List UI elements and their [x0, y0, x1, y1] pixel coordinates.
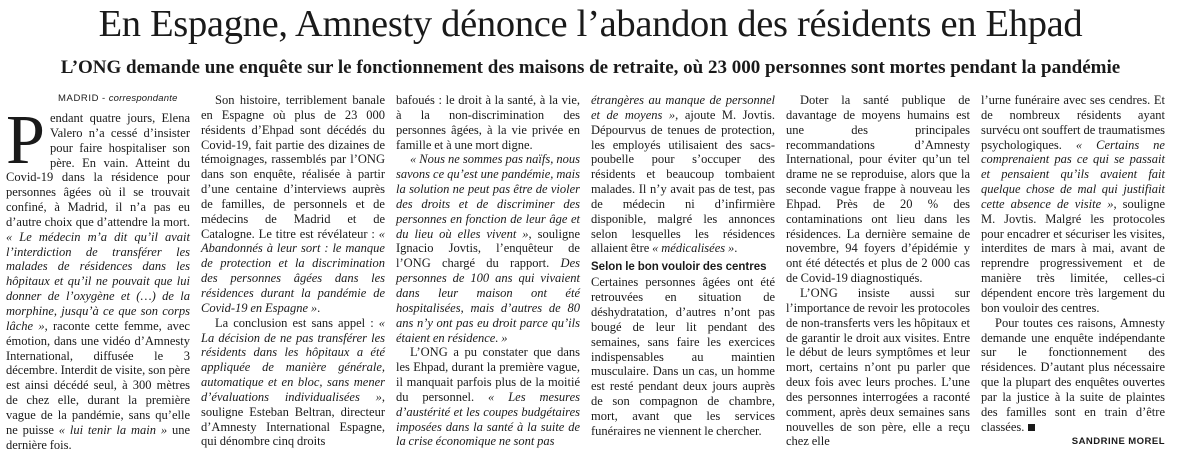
quote: « lui tenir la main »: [58, 422, 168, 437]
paragraph: [786, 286, 970, 449]
text: , ajoute M. Jovtis. Dépourvus de tenues de protection, les employés utilisaient des sacs-poubelle pour s’occuper des résidents et beaucoup tombaient malades. Il n’y avait pas de test, pas de médecin ni d’infirmière disponible, malgré les annonces selon lesquelles les résidences allaient être: [591, 107, 775, 256]
article-body: [6, 93, 1165, 452]
text: Certaines personnes âgées ont été retrouvées en situation de déshydratation, d’autres n’ont pas bougé de leur lit pendant des semaines, sans faire les exercices indispensables au maintien musculaire. Dans un cas, un homme est resté pendant deux jours auprès de son compagnon de chambre, mort, avant que les services funéraires ne viennent le chercher.: [591, 275, 775, 438]
paragraph: [591, 93, 775, 256]
text: , souligne Esteban Beltran, directeur d’Amnesty International Espagne, qui dénombre cinq droits: [201, 389, 385, 449]
text: L’ONG a pu constater que dans les Ehpad, durant la première vague, il manquait parfois plus de la moitié du personnel.: [396, 345, 580, 404]
paragraph: [6, 102, 191, 452]
dateline: [58, 93, 190, 105]
quote: « médicalisées »: [652, 241, 735, 256]
column-4: [591, 93, 775, 452]
quote: « Le médecin m’a dit qu’il avait l’interdiction de transférer les malades de résidences dans les hôpitaux et qu’il ne pouvait que lui donner de l’oxygène et (…) de la morphine, jusqu’à ce que son corps lâche »: [6, 229, 190, 333]
column-3: [396, 93, 580, 452]
text: .: [317, 300, 321, 315]
paragraph: [396, 345, 580, 449]
quote: « La décision de ne pas transférer les résidents dans les hôpitaux a été appliquée de manière générale, automatique et en bloc, sans mener d’évaluations individualisées »: [201, 315, 385, 404]
column-6: [981, 93, 1165, 452]
column-2: [201, 93, 385, 452]
dateline-separator: -: [99, 93, 109, 104]
dateline-role: correspondante: [108, 93, 178, 104]
quote: « Abandonnés à leur sort : le manque de protection et la discrimination des personnes âgées dans les résidences durant la pandémie de Covid-19 en Espagne »: [201, 226, 385, 315]
author-signature: SANDRINE MOREL: [1071, 436, 1165, 448]
quote: « Certains ne comprenaient pas ce qui se passait et pensaient qu’ils avaient fait quelque chose de mal qui justifiait cette absence de visite »: [981, 137, 1165, 211]
text: , souligne Ignacio Jovtis, l’enquêteur de l’ONG chargé du rapport.: [396, 226, 580, 271]
quote: étrangères au manque de personnel et de moyens »: [591, 93, 775, 122]
text: La conclusion est sans appel :: [215, 315, 379, 330]
column-1: [6, 93, 190, 452]
text: Son histoire, terriblement banale en Espagne où plus de 23 000 résidents d’Ehpad sont décédés du Covid-19, fait partie des dizaines de témoignages, rassemblés par l’ONG dans son enquête, réalisée à partir d’une centaine d’interviews auprès de familles, de personnels et de médecins de Madrid et de Catalogne. Le titre est révélateur :: [201, 93, 385, 241]
headline: En Espagne, Amnesty dénonce l’abandon des résidents en Ehpad: [98, 3, 1083, 45]
paragraph: [396, 93, 580, 152]
text: Pour toutes ces raisons, Amnesty demande une enquête indépendante sur le fonctionnement des résidences. D’autant plus nécessaire que la plupart des enquêtes ouvertes par la justice à la suite de plaintes des familles sont en train d’être classées.: [981, 315, 1165, 434]
subheadline: L’ONG demande une enquête sur le fonctionnement des maisons de retraite, où 23 000 personnes sont mortes pendant la pandémie: [60, 57, 1121, 78]
paragraph: [981, 316, 1165, 435]
text: une dernière fois.: [6, 422, 191, 452]
end-mark-icon: [1028, 424, 1035, 431]
section-heading: Selon le bon vouloir des centres: [591, 261, 767, 274]
text: bafoués : le droit à la santé, à la vie, à la non-discrimination des personnes âgées, à la vie privée en famille et à une mort digne.: [396, 93, 580, 152]
paragraph: [981, 93, 1165, 316]
quote: Des personnes de 100 ans qui vivaient dans leur maison ont été hospitalisées, mais d’autres de 80 ans n’y ont pas eu droit parce qu’ils étaient en résidence. »: [396, 256, 580, 345]
text: , souligne M. Jovtis. Malgré les protocoles pour encadrer et sécuriser les visites, interdites de mars à mai, avant de reprendre progressivement et de manière très limitée, celles-ci dépendent encore très largement du bon vouloir des centres.: [981, 196, 1165, 315]
paragraph: [396, 152, 580, 345]
text: .: [734, 241, 738, 256]
paragraph: [201, 93, 385, 316]
drop-cap: P: [6, 102, 45, 179]
text: Doter la santé publique de davantage de moyens humains est une des principales recommandations d’Amnesty International, pour éviter qu’un tel drame ne se reproduise, alors que la seconde vague frappe à nouveau les Ehpad. Près de 20 % des contaminations ont lieu dans les résidences. La dernière semaine de novembre, 94 foyers d’épidémie y ont été détectés et plus de 2 000 cas de Covid-19 diagnostiqués.: [786, 93, 970, 286]
paragraph: [591, 275, 775, 438]
text: l’urne funéraire avec ses cendres. Et de nombreux résidents ayant survécu ont souffert de traumatismes psychologiques.: [981, 93, 1165, 152]
quote: « Les mesures d’austérité et les coupes budgétaires imposées dans la santé à la suite de la crise économique ne sont pas: [396, 389, 580, 449]
column-5: [786, 93, 970, 452]
dateline-place: MADRID: [58, 93, 100, 104]
paragraph: [201, 316, 385, 450]
text: L’ONG insiste aussi sur l’importance de revoir les protocoles de non-transferts vers les hôpitaux et de garantir le droit aux visites. Entre le début de leurs symptômes et leur mort, certains n’ont pu parler que deux fois avec leurs proches. L’une des personnes interrogées a raconté comment, après deux semaines sans nouvelles de son père, elle a reçu chez elle: [786, 285, 970, 449]
text: , raconte cette femme, avec émotion, dans une vidéo d’Amnesty International, diffusée le 3 décembre. Interdit de visite, son père est ainsi décédé seul, à 300 mètres de chez elle, durant la première vague de la pandémie, sans qu’elle ne puisse: [6, 318, 190, 437]
text: endant quatre jours, Elena Valero n’a cessé d’insister pour faire hospitaliser son père. En vain. Atteint du Covid-19 dans la résidence pour personnes âgées où il se trouvait confiné, à Madrid, il n’a pas eu d’autre choix que d’attendre la mort.: [6, 111, 190, 229]
paragraph: [786, 93, 970, 286]
quote: « Nous ne sommes pas naïfs, nous savons ce qu’est une pandémie, mais la solution ne peut pas être de violer des droits et de discriminer des personnes en fonction de leur âge et du lieu où elles vivent »: [396, 152, 580, 241]
